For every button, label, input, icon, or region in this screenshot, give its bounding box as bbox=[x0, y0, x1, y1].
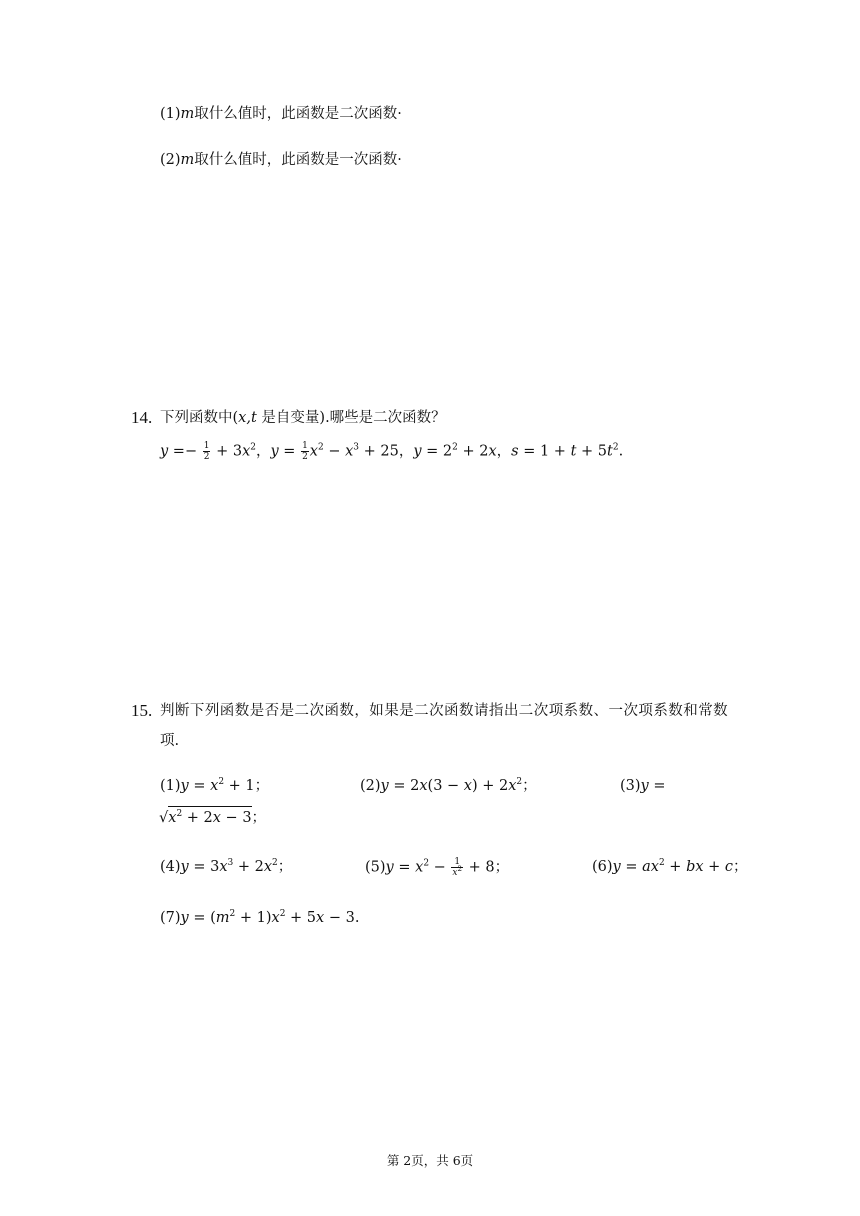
q15-item-4-label: (4) bbox=[160, 859, 181, 875]
q15-item-7-x2: x bbox=[316, 910, 325, 926]
q15-item-7-y: y bbox=[180, 910, 189, 926]
q14-f2-exp2: 3 bbox=[353, 442, 360, 453]
q15-item-6-bx: bx bbox=[686, 859, 704, 875]
q15-item-5 bbox=[365, 857, 509, 878]
q15-item-5-mid: − bbox=[429, 859, 451, 876]
q14-f1-x: x bbox=[242, 443, 251, 460]
q15-item-3-radicand bbox=[168, 806, 251, 828]
q15-item-6-mid2: + bbox=[703, 859, 725, 875]
q15-item-1-eq: = bbox=[188, 778, 211, 794]
q15-item-2-mid2: ) + 2 bbox=[471, 778, 509, 794]
q15-item-7 bbox=[160, 908, 359, 928]
q15-stem-line2: 项. bbox=[160, 733, 180, 749]
q13-part2-var: m bbox=[180, 152, 195, 168]
q15-item-4-x1: x bbox=[219, 859, 228, 875]
q15-item-5-exp: 2 bbox=[423, 858, 430, 869]
q15-stem-line1: 判断下列函数是否是二次函数，如果是二次函数请指出二次项系数、一次项系数和常数 bbox=[160, 703, 729, 719]
q13-part1-var: m bbox=[180, 106, 195, 122]
q15-item-3-body bbox=[159, 806, 266, 828]
q15-item-5-eq: = bbox=[393, 859, 416, 876]
q15-item-4-mid: + 2 bbox=[233, 859, 264, 875]
q15-item-2-mid: (3 − bbox=[427, 778, 464, 794]
q15-item-2-x2: x bbox=[463, 778, 472, 794]
q14-stem bbox=[160, 408, 446, 428]
q15-item-4-exp2: 2 bbox=[272, 858, 278, 868]
q15-item-2 bbox=[360, 776, 537, 796]
q15-item-4 bbox=[160, 857, 292, 877]
q15-item-2-eq: = 2 bbox=[388, 778, 420, 794]
q14-number: 14. bbox=[131, 408, 153, 427]
q15-item-5-end: ； bbox=[494, 859, 510, 876]
q13-part2-text: 取什么值时，此函数是一次函数· bbox=[194, 152, 402, 168]
q14-stem-vars: x,t bbox=[238, 410, 257, 426]
q15-item-7-x1: x bbox=[271, 910, 280, 926]
q13-part2-label: (2) bbox=[160, 152, 181, 168]
q15-item-5-den-exp: 2 bbox=[457, 865, 462, 873]
q15-item-4-end: ； bbox=[277, 859, 293, 875]
q15-item-7-mid: + 1) bbox=[235, 910, 272, 926]
q14-f2-mid: − bbox=[323, 443, 346, 460]
q14-f1-den: 2 bbox=[203, 452, 210, 462]
q14-f1-y: y bbox=[160, 443, 169, 460]
q15-item-1-rest: + 1 bbox=[224, 778, 255, 794]
q15-item-1-x: x bbox=[210, 778, 219, 794]
q14-f2-den: 2 bbox=[302, 452, 308, 462]
q15-item-2-label: (2) bbox=[360, 778, 381, 794]
q13-part1-text: 取什么值时，此函数是二次函数· bbox=[194, 106, 402, 122]
q14-f2-num: 1 bbox=[302, 441, 308, 451]
q13-part1 bbox=[160, 104, 402, 124]
q14-f1-c: + 3 bbox=[211, 443, 243, 460]
q14-f3-y: y bbox=[413, 443, 422, 460]
q14-f4-c: + 5 bbox=[576, 443, 607, 460]
q14-stem-b: 是自变量).哪些是二次函数？ bbox=[256, 410, 446, 426]
q15-item-5-den bbox=[451, 865, 463, 878]
q14-f1-exp: 2 bbox=[250, 442, 256, 453]
q14-f1-num: 1 bbox=[203, 441, 210, 451]
q15-item-1-y: y bbox=[180, 778, 189, 794]
q14-f3-eq: = 2 bbox=[421, 443, 453, 460]
q15-item-4-x2: x bbox=[263, 859, 273, 875]
q15-item-7-exp1: 2 bbox=[229, 909, 236, 919]
q15-item-5-x: x bbox=[415, 859, 424, 876]
q15-item-3-x1: x bbox=[168, 810, 177, 826]
q14-f4-end: . bbox=[618, 443, 624, 460]
q14-f4-eq: = 1 + bbox=[518, 443, 571, 460]
q14-f3-x: x bbox=[488, 443, 497, 460]
q15-item-6-eq: = bbox=[620, 859, 643, 875]
q15-number: 15. bbox=[131, 701, 153, 720]
q15-item-6-mid: + bbox=[664, 859, 687, 875]
q14-f1-fraction bbox=[203, 441, 211, 462]
q15-item-5-label: (5) bbox=[365, 859, 386, 876]
q15-item-6-end: ； bbox=[733, 859, 748, 875]
q15-item-6-label: (6) bbox=[592, 859, 613, 875]
q13-part2 bbox=[160, 150, 402, 170]
q15-item-2-x3: x bbox=[508, 778, 517, 794]
q15-item-3-end: ； bbox=[251, 810, 267, 826]
q15-item-3-label: (3) bbox=[620, 778, 641, 794]
q15-item-6-y: y bbox=[612, 859, 621, 875]
q14-f4-exp: 2 bbox=[612, 442, 619, 453]
q15-item-3-head bbox=[620, 776, 666, 796]
q15-item-7-m: m bbox=[215, 910, 230, 926]
q15-item-4-eq: = 3 bbox=[188, 859, 220, 875]
q15-item-3-eq: = bbox=[648, 778, 666, 794]
q14-f2-fraction bbox=[301, 441, 309, 462]
q15-item-7-mid2: + 5 bbox=[285, 910, 317, 926]
q15-item-4-exp1: 3 bbox=[227, 858, 234, 868]
q15-item-2-exp: 2 bbox=[516, 777, 523, 787]
q14-f4-t2: t bbox=[607, 443, 613, 460]
q15-item-5-fraction bbox=[451, 857, 463, 878]
q15-item-5-y: y bbox=[385, 859, 394, 876]
q15-item-1-label: (1) bbox=[160, 778, 181, 794]
q15-item-7-label: (7) bbox=[160, 910, 181, 926]
q14-f4-t1: t bbox=[570, 443, 577, 460]
sqrt-icon: √ bbox=[159, 810, 169, 826]
q15-item-3-rest: − 3 bbox=[220, 810, 252, 826]
q15-item-7-rest: − 3 bbox=[324, 910, 355, 926]
q15-item-6 bbox=[592, 857, 748, 877]
q15-item-6-exp: 2 bbox=[658, 858, 665, 868]
q15-item-1 bbox=[160, 776, 269, 796]
q15-item-3-mid: + 2 bbox=[182, 810, 213, 826]
page-footer: 第 2页，共 6页 bbox=[386, 1153, 474, 1168]
q14-formulas bbox=[160, 441, 623, 462]
q14-f2-eq: = bbox=[278, 443, 301, 460]
q15-item-1-end: ； bbox=[254, 778, 270, 794]
q15-item-4-y: y bbox=[180, 859, 189, 875]
q15-item-3-y: y bbox=[640, 778, 649, 794]
q14-f2-y: y bbox=[270, 443, 279, 460]
q14-sep1: ， bbox=[255, 443, 271, 460]
q15-item-6-c: c bbox=[724, 859, 734, 875]
q15-item-5-rest: + 8 bbox=[463, 859, 495, 876]
q15-item-5-den-x: x bbox=[452, 868, 458, 878]
q13-part1-label: (1) bbox=[160, 106, 181, 122]
q14-sep3: ， bbox=[496, 443, 512, 460]
q15-item-7-exp2: 2 bbox=[279, 909, 286, 919]
q15-item-5-num: 1 bbox=[451, 857, 463, 868]
q15-item-2-x1: x bbox=[419, 778, 428, 794]
q15-item-3-x2: x bbox=[212, 810, 221, 826]
q14-f4-s: s bbox=[511, 443, 519, 460]
q14-f3-c: + 2 bbox=[457, 443, 489, 460]
q14-f2-end: + 25 bbox=[359, 443, 399, 460]
q14-f3-exp: 2 bbox=[452, 442, 458, 453]
q15-item-2-y: y bbox=[380, 778, 389, 794]
q15-item-3-exp: 2 bbox=[176, 809, 183, 819]
q15-item-1-exp: 2 bbox=[218, 777, 225, 787]
q14-sep2: ， bbox=[398, 443, 414, 460]
q14-f2-exp1: 2 bbox=[317, 442, 324, 453]
q14-stem-a: 下列函数中( bbox=[160, 410, 239, 426]
q15-item-7-eq: = ( bbox=[188, 910, 216, 926]
q14-f2-x2: x bbox=[345, 443, 354, 460]
q15-item-6-ax: ax bbox=[642, 859, 659, 875]
q14-f1-eq: =− bbox=[168, 443, 202, 460]
q14-f2-x1: x bbox=[309, 443, 318, 460]
q15-item-2-end: ； bbox=[522, 778, 537, 794]
q15-item-7-end: . bbox=[354, 910, 360, 926]
